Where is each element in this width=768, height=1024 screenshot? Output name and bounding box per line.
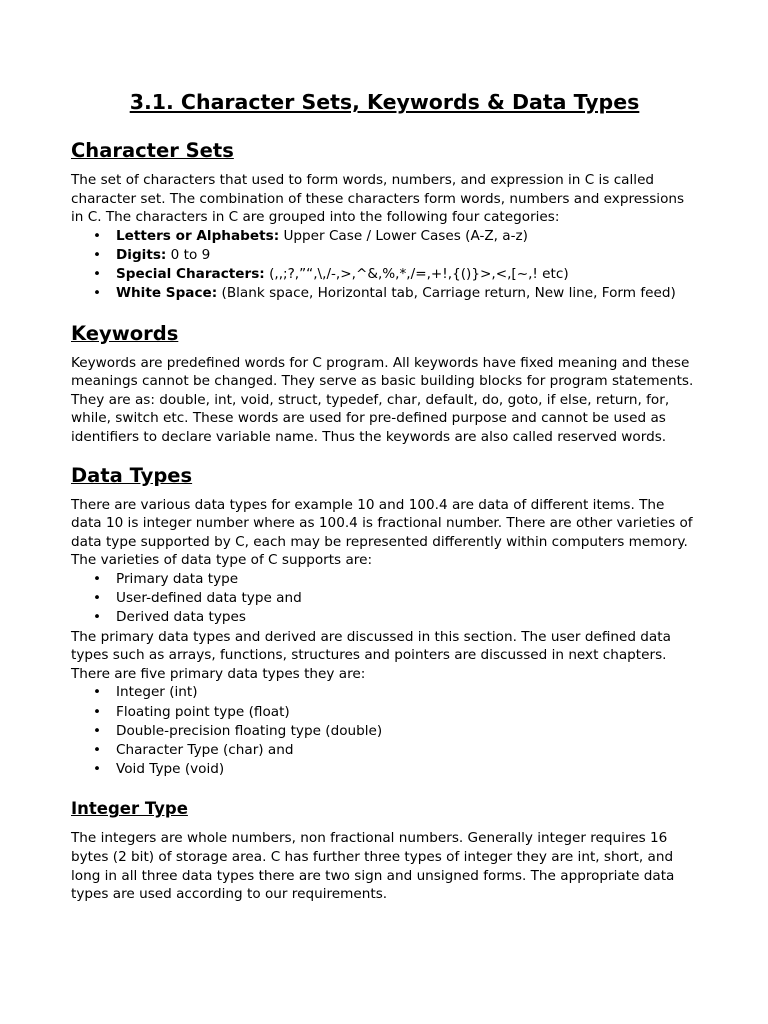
list-item bbox=[93, 722, 698, 741]
list-item bbox=[93, 246, 698, 265]
list-item bbox=[93, 683, 698, 702]
spacer bbox=[71, 304, 698, 321]
list-item-text: Double-precision floating type (double) bbox=[116, 722, 383, 739]
list-item-text: (Blank space, Horizontal tab, Carriage return, New line, Form feed) bbox=[217, 285, 676, 302]
data-type-categories-list bbox=[71, 570, 698, 628]
section-data-types bbox=[71, 463, 698, 780]
section-character-sets bbox=[71, 138, 698, 304]
keywords-body: Keywords are predefined words for C program. All keywords have fixed meaning and these meanings cannot be changed. They serve as basic building blocks for program statements. They are as: double, int, void, struct, typedef, char, default, do, goto, if else, return, for, while, switch etc. These words are used for pre-defined purpose and cannot be used as identifiers to declare variable name. Thus the keywords are also called reserved words. bbox=[71, 354, 694, 445]
bullet-glyph: • bbox=[93, 741, 102, 758]
list-item-text: Derived data types bbox=[116, 609, 246, 626]
list-item-text: Integer (int) bbox=[116, 684, 198, 701]
bullet-glyph: • bbox=[93, 722, 102, 739]
bullet-glyph: • bbox=[93, 246, 102, 263]
list-item bbox=[93, 589, 698, 608]
section-integer-type bbox=[71, 797, 698, 903]
bullet-glyph: • bbox=[93, 761, 102, 778]
section-keywords bbox=[71, 321, 698, 447]
heading-keywords: Keywords bbox=[71, 321, 179, 345]
heading-data-types: Data Types bbox=[71, 463, 193, 487]
list-item-term: White Space: bbox=[116, 285, 218, 302]
bullet-glyph: • bbox=[93, 570, 102, 587]
list-item-text: Primary data type bbox=[116, 570, 239, 587]
page-title: 3.1. Character Sets, Keywords & Data Types bbox=[129, 90, 640, 114]
bullet-glyph: • bbox=[93, 609, 102, 626]
spacer bbox=[71, 779, 698, 797]
list-item-term: Special Characters: bbox=[116, 266, 265, 283]
list-item bbox=[93, 265, 698, 284]
list-item bbox=[93, 284, 698, 303]
heading-character-sets: Character Sets bbox=[71, 139, 234, 162]
bullet-glyph: • bbox=[93, 703, 102, 720]
list-item-text: 0 to 9 bbox=[166, 246, 211, 263]
heading-integer-type: Integer Type bbox=[71, 799, 188, 819]
list-item-term: Digits: bbox=[116, 246, 167, 263]
list-item bbox=[93, 741, 698, 760]
data-types-middle: The primary data types and derived are discussed in this section. The user defined data types such as arrays, functions, structures and pointers are discussed in next chapters. There are five primary data types they are: bbox=[71, 628, 671, 682]
spacer bbox=[71, 447, 698, 463]
primary-data-types-list bbox=[71, 683, 698, 779]
list-item-text: Upper Case / Lower Cases (A-Z, a-z) bbox=[279, 227, 528, 244]
list-item bbox=[93, 570, 698, 589]
list-item bbox=[93, 760, 698, 779]
list-item-text: User-defined data type and bbox=[116, 590, 302, 607]
bullet-glyph: • bbox=[93, 227, 102, 244]
bullet-glyph: • bbox=[93, 684, 102, 701]
integer-type-body: The integers are whole numbers, non fractional numbers. Generally integer requires 16 bytes (2 bit) of storage area. C has further three types of integer they are int, short, and long in all three data types there are two sign and unsigned forms. The appropriate data types are used according to our requirements. bbox=[71, 830, 675, 903]
character-sets-list bbox=[71, 227, 698, 304]
list-item-text: Void Type (void) bbox=[116, 761, 225, 778]
bullet-glyph: • bbox=[93, 285, 102, 302]
bullet-glyph: • bbox=[93, 266, 102, 283]
list-item bbox=[93, 227, 698, 246]
list-item bbox=[93, 608, 698, 627]
list-item-text: Floating point type (float) bbox=[116, 703, 290, 720]
list-item bbox=[93, 703, 698, 722]
list-item-text: Character Type (char) and bbox=[116, 741, 294, 758]
bullet-glyph: • bbox=[93, 590, 102, 607]
list-item-term: Letters or Alphabets: bbox=[116, 227, 280, 244]
data-types-intro: There are various data types for example 10 and 100.4 are data of different items. The data 10 is integer number where as 100.4 is fractional number. There are other varieties of data type supported by C, each may be represented differently within computers memory. The varieties of data type of C supports are: bbox=[71, 496, 693, 569]
character-sets-intro: The set of characters that used to form words, numbers, and expression in C is called character set. The combination of these characters form words, numbers and expressions in C. The characters in C are grouped into the following four categories: bbox=[71, 172, 685, 226]
list-item-text: (,,;?,”“,\,/-,>,^&,%,*,/=,+!,{()}>,<,[~,! etc) bbox=[264, 266, 569, 283]
